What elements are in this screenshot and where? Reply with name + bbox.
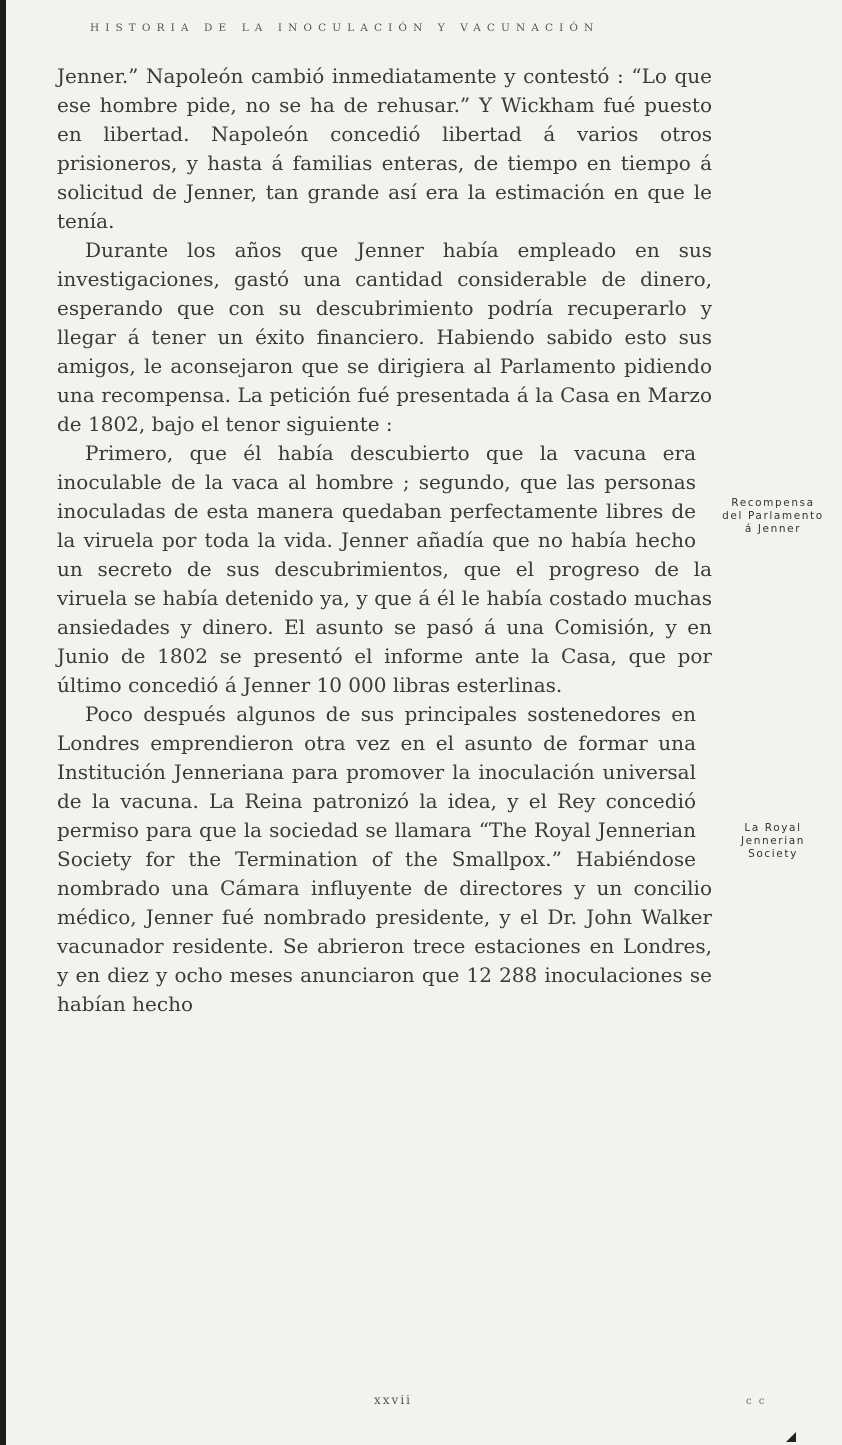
sidenote-line: Recompensa (731, 497, 815, 509)
sidenote-line: del Parlamento (722, 510, 824, 522)
corner-mark (786, 1432, 796, 1442)
sidenote-recompensa (704, 497, 842, 536)
sidenote-royal (704, 822, 842, 861)
page-edge (0, 0, 6, 1445)
sidenote-line: La Royal (744, 822, 802, 834)
paragraph-4 (57, 700, 806, 1019)
running-head: HISTORIA DE LA INOCULACIÓN Y VACUNACIÓN (90, 22, 600, 34)
paragraph-2: Durante los años que Jenner había empleado en sus investigaciones, gastó una cantidad considerable de dinero, esperando que con su descubrimiento podría recuperarlo y llegar á tener un éxito financiero. Habiendo sabido esto sus amigos, le aconsejaron que se dirigiera al Parlamento pidiendo una recompensa. La petición fué presentada á la Casa en Marzo de 1802, bajo el tenor siguiente : (57, 238, 712, 436)
paragraph-4-text: Poco después algunos de sus principales sostenedores en Londres emprendieron otra vez en el asunto de formar una Institución Jenneriana para promover la inoculación universal de la vacuna. La Reina patronizó la idea, y el Rey concedió permiso para que la sociedad se llamara “The Royal Jennerian Society for the Termination of the Smallpox.” Habiéndose nombrado una Cámara influyente de directores y un concilio médico, Jenner fué nombrado presidente, y el Dr. John Walker vacunador residente. Se abrieron trece estaciones en Londres, y en diez y ocho meses anunciaron que 12 288 inoculaciones se habían hecho (57, 702, 712, 1016)
sidenote-line: Society (748, 848, 798, 860)
paragraph-3-text: Primero, que él había descubierto que la vacuna era inoculable de la vaca al hombre ; segundo, que las personas inoculadas de esta manera quedaban perfectamente libres de la viruela por toda la vida. Jenner añadía que no había hecho un secreto de sus descubrimientos, que el progreso de la viruela se había detenido ya, y que á él le había costado muchas ansiedades y dinero. El asunto se pasó á una Comisión, y en Junio de 1802 se presentó el informe ante la Casa, que por último concedió á Jenner 10 000 libras esterlinas. (57, 441, 712, 697)
sidenote-line: á Jenner (744, 523, 802, 535)
page-number: xxvii (374, 1393, 412, 1407)
paragraph-3 (57, 439, 824, 700)
signature-mark: c c (746, 1396, 767, 1407)
paragraph-1: Jenner.” Napoleón cambió inmediatamente y contestó : “Lo que ese hombre pide, no se ha de rehusar.” Y Wickham fué puesto en libertad. Napoleón concedió libertad á varios otros prisioneros, y hasta á familias enteras, de tiempo en tiempo á solicitud de Jenner, tan grande así era la estimación en que le tenía. (57, 64, 712, 233)
sidenote-line: Jennerian (740, 835, 806, 847)
text-column (57, 62, 824, 1019)
